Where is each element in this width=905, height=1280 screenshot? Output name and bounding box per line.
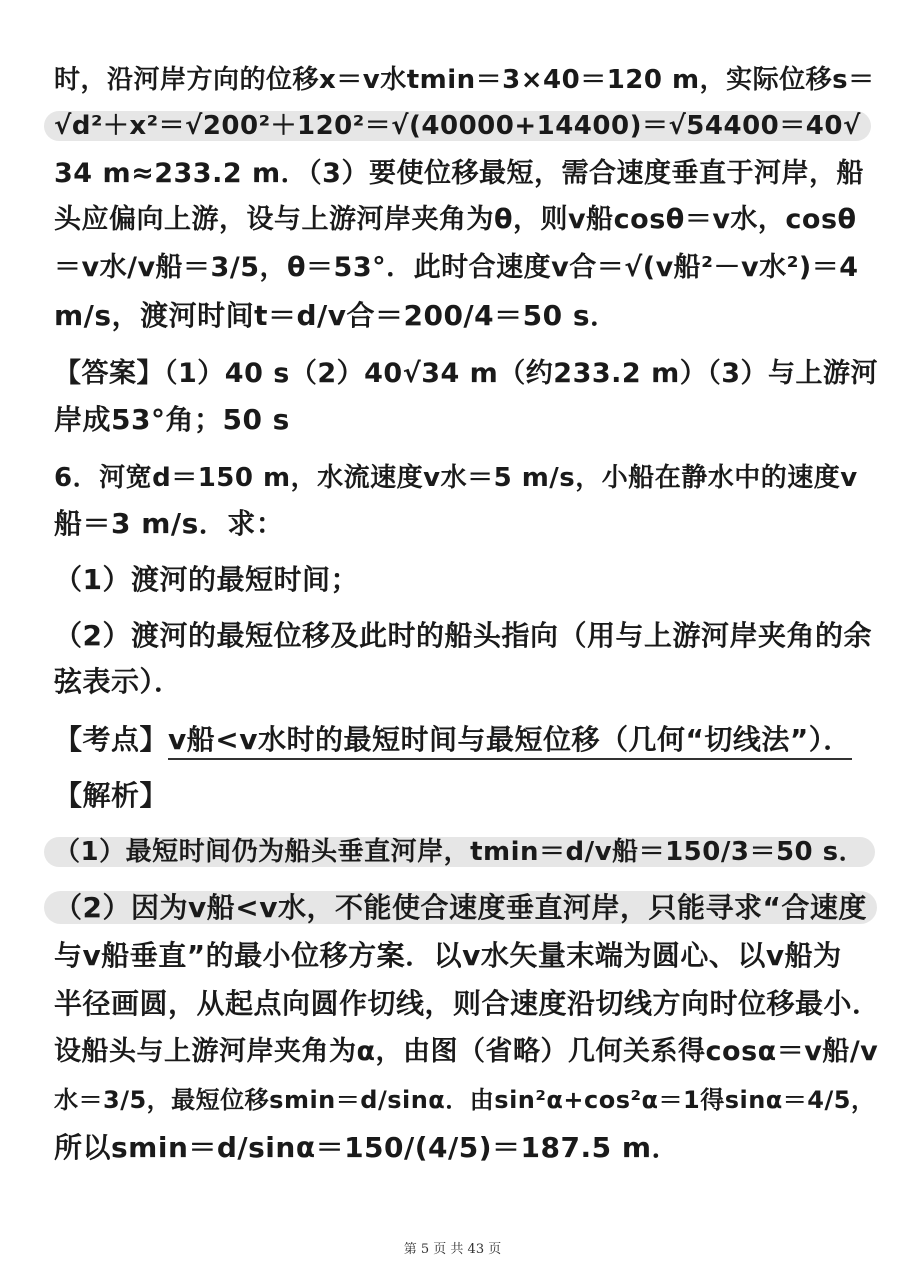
text-line: ＝v水/v船＝3/5，θ＝53°．此时合速度v合＝√(v船²－v水²)＝4 [54,252,859,283]
text-line: 所以smin＝d/sinα＝150/(4/5)＝187.5 m． [54,1131,681,1164]
text-line: （1）渡河的最短时间； [54,563,359,596]
kaodian-text: v船<v水时的最短时间与最短位移（几何“切线法”）． [168,723,852,760]
text-line [54,104,871,148]
text-line [54,886,877,930]
text-line: 水＝3/5，最短位移smin＝d/sinα．由sin²α+cos²α＝1得sinα＝4/5， [54,1086,876,1114]
kaodian-label: 【考点】 [54,723,169,756]
text-line: 岸成53°角；50 s [54,403,290,436]
highlight: （2）因为v船<v水，不能使合速度垂直河岸，只能寻求“合速度 [44,891,877,924]
text-line: 34 m≈233.2 m．（3）要使位移最短，需合速度垂直于河岸，船 [54,158,864,189]
text-line: 时，沿河岸方向的位移x＝v水tmin＝3×40＝120 m，实际位移s＝ [54,65,875,95]
text-line: 弦表示）． [54,665,183,698]
text-line [54,718,852,762]
text-line: 【答案】（1）40 s（2）40√34 m（约233.2 m）（3）与上游河 [54,358,879,389]
text-line: 6．河宽d＝150 m，水流速度v水＝5 m/s，小船在静水中的速度v [54,463,858,493]
text-line: （2）渡河的最短位移及此时的船头指向（用与上游河岸夹角的余 [54,619,872,652]
page-footer: 第 5 页 共 43 页 [403,1242,502,1257]
text-line: 头应偏向上游，设与上游河岸夹角为θ，则v船cosθ＝v水，cosθ [54,204,857,235]
text-line: m/s，渡河时间t＝d/v合＝200/4＝50 s． [54,299,619,332]
highlight: （1）最短时间仍为船头垂直河岸，tmin＝d/v船＝150/3＝50 s． [44,837,875,867]
text-line: 船＝3 m/s．求： [54,507,285,540]
text-line: 与v船垂直”的最小位移方案．以v水矢量末端为圆心、以v船为 [54,939,842,972]
text-line: 【解析】 [54,779,169,812]
text-line [54,830,875,874]
text-line: 设船头与上游河岸夹角为α，由图（省略）几何关系得cosα＝v船/v [54,1036,879,1067]
highlight: √d²＋x²＝√200²＋120²＝√(40000+14400)＝√54400＝40√ [44,111,871,141]
text-line: 半径画圆，从起点向圆作切线，则合速度沿切线方向时位移最小． [54,987,881,1020]
